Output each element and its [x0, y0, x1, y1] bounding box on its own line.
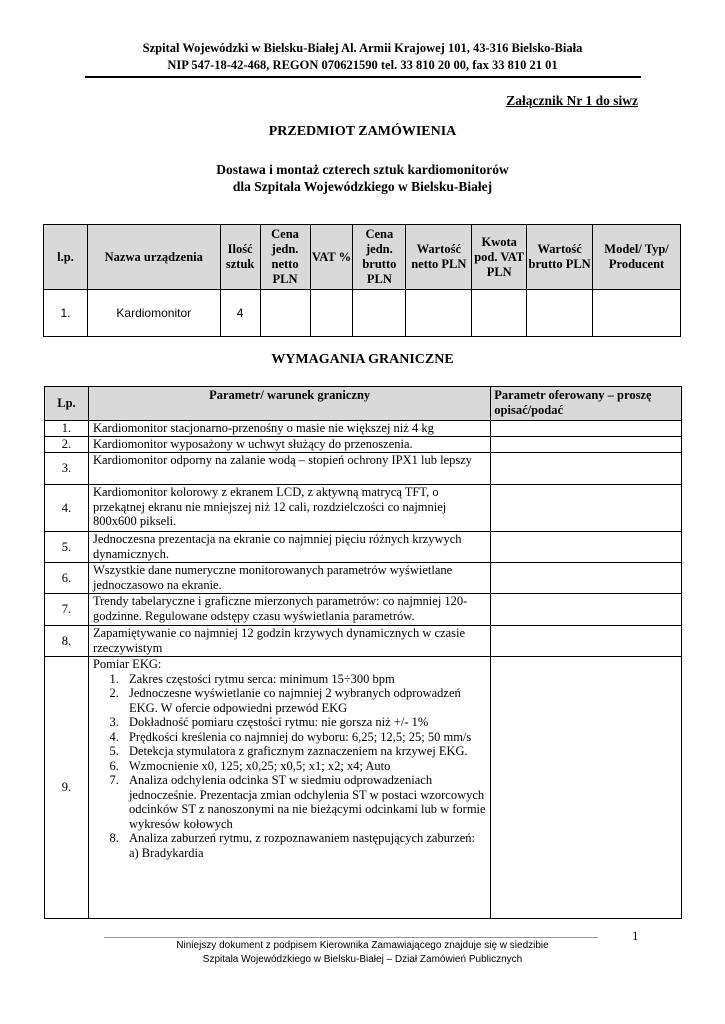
col-header: Ilość sztuk [220, 225, 260, 290]
table-row [45, 453, 682, 485]
subtitle-line-2: dla Szpitala Wojewódzkiego w Bielsku-Białej [232, 179, 493, 194]
row-number: 8. [45, 626, 89, 657]
cell [472, 290, 527, 337]
cell [406, 290, 472, 337]
offered-parameter-cell [491, 532, 682, 563]
row-number: 9. [45, 657, 89, 919]
offered-parameter-cell [491, 594, 682, 626]
col-header: Model/ Typ/ Producent [593, 225, 681, 290]
offered-parameter-cell [491, 657, 682, 919]
page-number: 1 [632, 928, 639, 943]
requirement-text: Kardiomonitor stacjonarno-przenośny o masie nie większej niż 4 kg [88, 421, 490, 437]
col-header: Cena jedn. netto PLN [260, 225, 310, 290]
table-row [45, 485, 682, 532]
row-number: 2. [45, 437, 89, 453]
cell [593, 290, 681, 337]
cell: 4 [220, 290, 260, 337]
requirements-table [44, 386, 682, 919]
col-header: Wartość netto PLN [406, 225, 472, 290]
offered-parameter-cell [491, 421, 682, 437]
page-title: PRZEDMIOT ZAMÓWIENIA [268, 124, 457, 139]
row-number: 5. [45, 532, 89, 563]
list-item: 4. Prędkości kreślenia co najmniej do wyboru: 6,25; 12,5; 25; 50 mm/s [122, 730, 486, 745]
list-item: 8. Analiza zaburzeń rytmu, z rozpoznawaniem następujących zaburzeń: [122, 831, 486, 846]
requirement-text: Jednoczesna prezentacja na ekranie co najmniej pięciu różnych krzywych dynamicznych. [88, 532, 490, 563]
row-number: 7. [45, 594, 89, 626]
list-item: 1. Zakres częstości rytmu serca: minimum 15÷300 bpm [122, 672, 486, 687]
col-header: Kwota pod. VAT PLN [472, 225, 527, 290]
footer-divider [104, 937, 598, 938]
table-row [44, 290, 681, 337]
header-divider [85, 76, 641, 78]
row-number: 4. [45, 485, 89, 532]
table-row [45, 437, 682, 453]
header-contacts: NIP 547-18-42-468, REGON 070621590 tel. 33 810 20 00, fax 33 810 21 01 [167, 58, 558, 72]
requirement-text: Kardiomonitor odporny na zalanie wodą – stopień ochrony IPX1 lub lepszy [88, 453, 490, 485]
col-header: Nazwa urządzenia [87, 225, 220, 290]
cell [310, 290, 353, 337]
order-table [43, 224, 681, 337]
cell: Kardiomonitor [87, 290, 220, 337]
row-number: 3. [45, 453, 89, 485]
col-header: Cena jedn. brutto PLN [353, 225, 406, 290]
footer-line-2: Szpitala Wojewódzkiego w Bielsku-Białej – Dział Zamówień Publicznych [202, 953, 523, 965]
table-row [45, 421, 682, 437]
ekg-title: Pomiar EKG: [92, 657, 162, 671]
list-item: 5. Detekcja stymulatora z graficznym zaznaczeniem na krzywej EKG. [122, 744, 486, 759]
list-item: 6. Wzmocnienie x0, 125; x0,25; x0,5; x1; x2; x4; Auto [122, 759, 486, 774]
table-row [45, 532, 682, 563]
list-item: 7. Analiza odchylenia odcinka ST w siedmiu odprowadzeniach jednocześnie. Prezentacja zmian odchylenia ST w postaci wzorcowych odcinków ST z nanoszonymi na nie bieżącymi odcinkami lub w formie wykresów kołowych [122, 773, 486, 831]
offered-parameter-cell [491, 626, 682, 657]
list-item: 2. Jednoczesne wyświetlanie co najmniej 2 wybranych odprowadzeń EKG. W ofercie odpowiedni przewód EKG [122, 686, 486, 715]
footer [0, 939, 725, 966]
order-table-header [44, 225, 681, 290]
col-header: Lp. [45, 387, 89, 421]
offered-parameter-cell [491, 485, 682, 532]
table-row [45, 626, 682, 657]
offered-parameter-cell [491, 437, 682, 453]
cell: 1. [44, 290, 88, 337]
col-header: VAT % [310, 225, 353, 290]
requirement-text: Kardiomonitor kolorowy z ekranem LCD, z aktywną matrycą TFT, o przekątnej ekranu nie mniejszej niż 12 cali, rozdzielczości co najmniej 800x600 pikseli. [88, 485, 490, 532]
header-address: Szpital Wojewódzki w Bielsku-Białej Al. Armii Krajowej 101, 43-316 Bielsko-Biała [142, 41, 583, 55]
row-number: 1. [45, 421, 89, 437]
table-row [45, 563, 682, 594]
requirement-text: Trendy tabelaryczne i graficzne mierzonych parametrów: co najmniej 120-godzinne. Regulowane odstępy czasu wyświetlania parametrów. [88, 594, 490, 626]
table-row [45, 657, 682, 919]
cell [527, 290, 593, 337]
requirement-text: Zapamiętywanie co najmniej 12 godzin krzywych dynamicznych w czasie rzeczywistym [88, 626, 490, 657]
requirement-ekg [88, 657, 490, 919]
offered-parameter-cell [491, 453, 682, 485]
footer-line-1: Niniejszy dokument z podpisem Kierownika Zamawiającego znajduje się w siedzibie [176, 940, 549, 951]
requirements-table-header [45, 387, 682, 421]
offered-parameter-cell [491, 563, 682, 594]
sub-item: a) Bradykardia [128, 845, 204, 860]
col-header: Wartość brutto PLN [527, 225, 593, 290]
table-row [45, 594, 682, 626]
requirement-text: Wszystkie dane numeryczne monitorowanych parametrów wyświetlane jednoczasowo na ekranie. [88, 563, 490, 594]
col-header: Parametr/ warunek graniczny [88, 387, 490, 421]
ekg-list [93, 672, 486, 846]
requirements-title: WYMAGANIA GRANICZNE [271, 352, 454, 367]
row-number: 6. [45, 563, 89, 594]
cell [260, 290, 310, 337]
annex-label: Załącznik Nr 1 do siwz [506, 93, 638, 108]
col-header: Parametr oferowany – proszę opisać/podać [491, 387, 682, 421]
requirement-text: Kardiomonitor wyposażony w uchwyt służący do przenoszenia. [88, 437, 490, 453]
list-item: 3. Dokładność pomiaru częstości rytmu: nie gorsza niż +/- 1% [122, 715, 486, 730]
col-header: l.p. [44, 225, 88, 290]
cell [353, 290, 406, 337]
subtitle-line-1: Dostawa i montaż czterech sztuk kardiomonitorów [216, 162, 509, 177]
